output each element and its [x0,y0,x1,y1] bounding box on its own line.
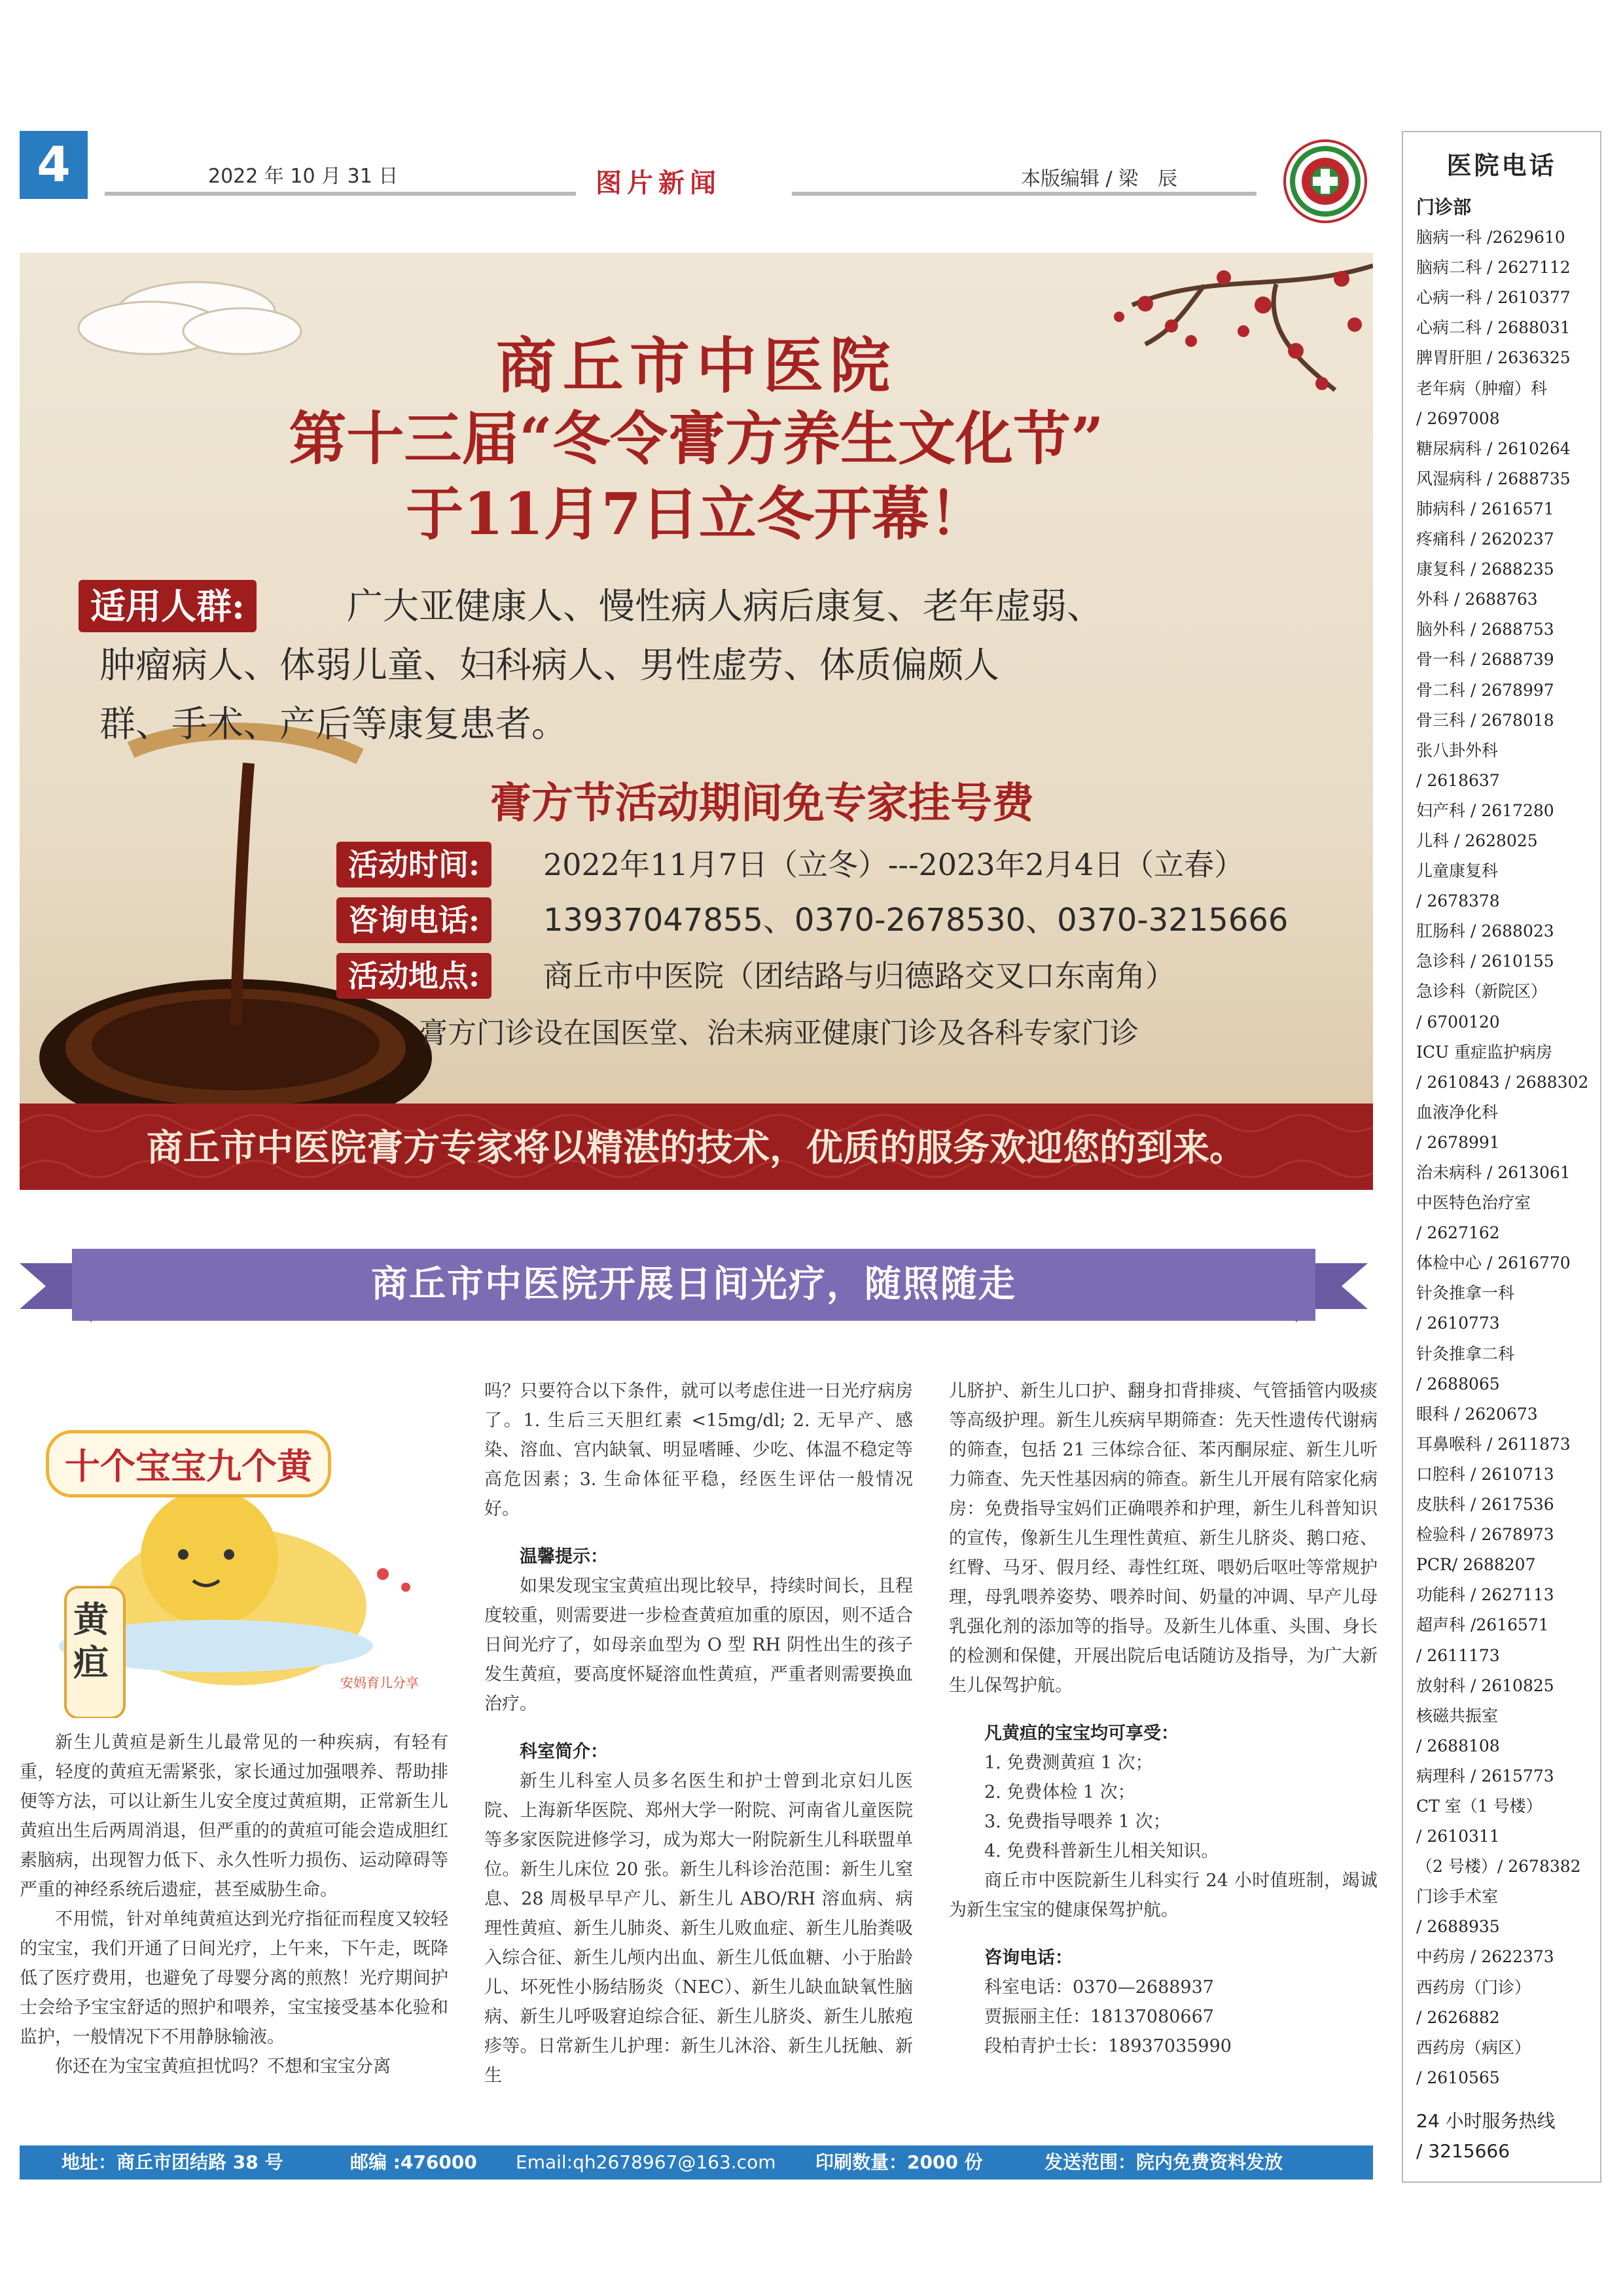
sidebar-phone-entry: / 2611173 [1416,1645,1500,1665]
sidebar-hotline [1416,2106,1599,2166]
sidebar-phone-entry: 心病二科 / 2688031 [1416,318,1571,338]
phone-label: 咨询电话: [336,897,491,943]
sidebar-phone-entry: / 2626882 [1416,2007,1500,2027]
sidebar-phone-entry: 风湿病科 / 2688735 [1416,469,1571,488]
sidebar-phone-entry: PCR/ 2688207 [1416,1555,1536,1575]
page-number: 4 [20,131,88,199]
header-rule-right [792,192,1257,196]
sidebar-phone-entry: 骨一科 / 2688739 [1416,650,1554,670]
sidebar-phone-entry: 脑病二科 / 2627112 [1416,258,1571,278]
sidebar-phone-entry: 西药房（门诊） [1416,1977,1531,1997]
sidebar-phone-entry: 外科 / 2688763 [1416,590,1538,609]
sidebar-phone-entry: 脑外科 / 2688753 [1416,620,1554,639]
sidebar-phone-entry: 中药房 / 2622373 [1416,1947,1554,1967]
sidebar-phone-entry: 口腔科 / 2610713 [1416,1464,1554,1484]
hotline-label: 24 小时服务热线 [1416,2110,1556,2132]
sidebar-phone-entry: 放射科 / 2610825 [1416,1676,1554,1695]
sidebar-phone-entry: 门诊手术室 [1416,1887,1499,1907]
audience-line-3: 群、手术、产后等康复患者。 [99,703,568,745]
sidebar-phone-entry: / 2688108 [1416,1736,1500,1755]
col3-paragraph-2: 商丘市中医院新生儿科实行 24 小时值班制，竭诚为新生宝宝的健康保驾护航。 [949,1871,1378,1920]
sidebar-phone-entry: / 2688065 [1416,1374,1500,1393]
sidebar-phone-entry: （2 号楼）/ 2678382 [1416,1857,1581,1876]
sidebar-phone-entry: 骨二科 / 2678997 [1416,680,1554,700]
sidebar-phone-entry: 皮肤科 / 2617536 [1416,1495,1554,1515]
sidebar-phone-entry: / 2678378 [1416,891,1500,911]
sidebar-phone-entry: / 2610565 [1416,2068,1500,2087]
sidebar-phone-entry: 康复科 / 2688235 [1416,560,1554,579]
sidebar-phone-entry: 急诊科（新院区） [1416,982,1548,1001]
illustration-credit: 安妈育儿分享 [340,1675,419,1691]
section-title: 图片新闻 [596,168,721,198]
audience-line-2: 肿瘤病人、体弱儿童、妇科病人、男性虚劳、体质偏颇人 [99,644,1000,686]
free-registration-notice: 膏方节活动期间免专家挂号费 [490,779,1034,828]
contact-heading: 咨询电话： [984,1948,1073,1968]
sidebar-phone-entry: 治未病科 / 2613061 [1416,1163,1571,1182]
sidebar-phone-entry: 脑病一科 /2629610 [1416,228,1565,247]
sidebar-phone-entry: 针灸推拿一科 [1416,1283,1515,1303]
sidebar-phone-entry: / 2610311 [1416,1827,1500,1846]
sidebar-phone-entry: 西药房（病区） [1416,2037,1531,2057]
sidebar-phone-entry: 中医特色治疗室 [1416,1193,1531,1213]
tips-paragraph: 如果发现宝宝黄疸出现比较早，持续时间长，且程度较重，则需要进一步检查黄疸加重的原因，则不适合日间光疗了，如母亲血型为 O 型 RH 阴性出生的孩子发生黄疸，要高度怀疑溶血性黄疸，严重者则需要换血治疗。 [484,1576,913,1714]
sidebar-phone-entry: 骨三科 / 2678018 [1416,710,1554,730]
col1-paragraph-2: 不用慌，针对单纯黄疸达到光疗指征而程度又较轻的宝宝，我们开通了日间光疗，上午来，下午走，既降低了医疗费用，也避免了母婴分离的煎熬！光疗期间护士会给予宝宝舒适的照护和喂养，宝宝接受基本化验和监护，一般情况下不用静脉输液。 [20,1909,448,2047]
sidebar-phone-entry: / 2627162 [1416,1223,1500,1243]
sidebar-phone-entry: 急诊科 / 2610155 [1416,952,1554,971]
hospital-logo-icon [1283,139,1368,224]
sidebar-phone-entry: / 6700120 [1416,1012,1500,1031]
sidebar-phone-entry: 核磁共振室 [1416,1706,1499,1725]
sidebar-phone-entry: 体检中心 / 2616770 [1416,1253,1571,1273]
sidebar-phone-entry: / 2610773 [1416,1314,1500,1333]
sidebar-phone-entry: 针灸推拿二科 [1416,1344,1515,1363]
footer-distribution: 发送范围：院内免费资料发放 [1044,2151,1283,2173]
benefit-item: 4. 免费科普新生儿相关知识。 [984,1841,1219,1861]
phone-value: 13937047855、0370-2678530、0370-3215666 [543,902,1289,939]
article-column-2 [484,1376,913,2090]
benefits-heading: 凡黄疸的宝宝均可享受： [984,1723,1179,1744]
benefit-item: 1. 免费测黄疸 1 次； [984,1753,1153,1773]
sidebar-phone-entry: 张八卦外科 [1416,740,1499,760]
sidebar-phone-entry: 功能科 / 2627113 [1416,1585,1554,1605]
illustration-jaundice-label: 黄疸 [73,1598,109,1683]
sidebar-section-heading: 门诊部 [1416,196,1472,218]
sidebar-phone-entry: ICU 重症监护病房 [1416,1042,1553,1062]
benefit-item: 3. 免费指导喂养 1 次； [984,1812,1171,1832]
contact-item: 段柏青护士长：18937035990 [984,2036,1232,2056]
article-column-3 [949,1376,1378,2061]
jaundice-illustration [20,1391,438,1718]
sidebar-phone-entry: / 2688935 [1416,1917,1500,1937]
footer-address: 地址：商丘市团结路 38 号 [62,2151,283,2173]
sidebar-phone-entry: 耳鼻喉科 / 2611873 [1416,1434,1571,1454]
sidebar-title: 医院电话 [1446,151,1557,180]
sidebar-phone-entry: 心病一科 / 2610377 [1416,288,1571,308]
footer-bar [20,2145,1373,2179]
sidebar-phone-entry: / 2678991 [1416,1132,1500,1152]
footer-email: Email:qh2678967@163.com [516,2151,776,2173]
contact-item: 贾振丽主任：18137080667 [984,2007,1214,2027]
sidebar-phone-entry: 眼科 / 2620673 [1416,1404,1538,1424]
time-label: 活动时间: [336,842,491,888]
sidebar-phone-entry: 脾胃肝胆 / 2636325 [1416,348,1571,368]
festival-poster [20,253,1373,1190]
audience-label: 适用人群: [79,580,257,632]
place-label: 活动地点: [336,953,491,999]
sidebar-phone-entry: 儿童康复科 [1416,861,1499,881]
footer-postcode: 邮编 :476000 [350,2151,477,2173]
issue-date: 2022 年 10 月 31 日 [208,165,399,188]
contact-item: 科室电话：0370—2688937 [984,1977,1214,1998]
article-title: 商丘市中医院开展日间光疗，随照随走 [371,1263,1016,1306]
poster-opening-date: 于11月7日立冬开幕！ [406,480,987,548]
footer-print-count: 印刷数量：2000 份 [815,2151,983,2173]
sidebar-phone-entry: 超声科 /2616571 [1416,1615,1549,1635]
sidebar-phone-entry: 糖尿病科 / 2610264 [1416,439,1571,458]
sidebar-phone-list [1416,192,1599,2093]
poster-hospital-name: 商丘市中医院 [495,331,897,401]
sidebar-phone-entry: / 2610843 / 2688302 [1416,1072,1589,1092]
benefit-item: 2. 免费体检 1 次； [984,1782,1135,1803]
illustration-caption: 十个宝宝九个黄 [46,1430,331,1498]
tips-heading: 温馨提示： [520,1547,608,1567]
sidebar-phone-entry: 肺病科 / 2616571 [1416,499,1554,518]
sidebar-phone-entry: 检验科 / 2678973 [1416,1525,1554,1545]
poster-slogan: 商丘市中医院膏方专家将以精湛的技术，优质的服务欢迎您的到来。 [147,1126,1246,1170]
sidebar-phone-entry: 儿科 / 2628025 [1416,831,1538,850]
time-value: 2022年11月7日（立冬）---2023年2月4日（立春） [543,847,1245,882]
col1-paragraph-1: 新生儿黄疸是新生儿最常见的一种疾病，有轻有重，轻度的黄疸无需紧张，家长通过加强喂养、帮助排便等方法，可以让新生儿安全度过黄疸期，正常新生儿黄疸出生后两周消退，但严重的的黄疸可能会造成胆红素脑病，出现智力低下、永久性听力损伤、运动障碍等严重的神经系统后遗症，甚至威胁生命。 [20,1732,448,1900]
col2-paragraph-1: 吗？只要符合以下条件，就可以考虑住进一日光疗病房了。1. 生后三天胆红素 <15mg/dl; 2. 无早产、感染、溶血、宫内缺氧、明显嗜睡、少吃、体温不稳定等高危因素；3. 生命体征平稳，经医生评估一般情况好。 [484,1381,913,1519]
article-column-1 [20,1728,448,2081]
sidebar-phone-entry: 疼痛科 / 2620237 [1416,529,1554,549]
sidebar-phone-entry: / 2618637 [1416,770,1500,790]
sidebar-phone-entry: 病理科 / 2615773 [1416,1766,1554,1785]
department-paragraph: 新生儿科室人员多名医生和护士曾到北京妇儿医院、上海新华医院、郑州大学一附院、河南省儿童医院等多家医院进修学习，成为郑大一附院新生儿科联盟单位。新生儿床位 20 张。新生儿科诊治范围：新生儿窒息、28 周极早早产儿、新生儿 ABO/RH 溶血病、病理性黄疸、新生儿肺炎、新生儿败血症、新生儿胎粪吸入综合征、新生儿颅内出血、新生儿低血糖、小于胎龄儿、坏死性小肠结肠炎（NEC）、新生儿缺血缺氧性脑病、新生儿呼吸窘迫综合征、新生儿脐炎、新生儿脓疱疹等。日常新生儿护理：新生儿沐浴、新生儿抚触、新生 [484,1771,913,2086]
sidebar-phone-entry: CT 室（1 号楼） [1416,1796,1543,1816]
col3-paragraph-1: 儿脐护、新生儿口护、翻身扣背排痰、气管插管内吸痰等高级护理。新生儿疾病早期筛查：先天性遗传代谢病的筛查，包括 21 三体综合征、苯丙酮尿症、新生儿听力筛查、先天性基因病的筛查。新生儿开展有陪家化病房：免费指导宝妈们正确喂养和护理，新生儿科普知识的宣传，像新生儿生理性黄疸、新生儿脐炎、鹅口疮、红臀、马牙、假月经、毒性红斑、喂奶后呕吐等常规护理，母乳喂养姿势、喂养时间、奶量的冲调、早产儿母乳强化剂的添加等的指导。及新生儿体重、头围、身长的检测和保健，开展出院后电话随访及指导，为广大新生儿保驾护航。 [949,1381,1378,1696]
editor-credit: 本版编辑 / 梁 辰 [1021,168,1178,190]
hotline-number: / 3215666 [1416,2140,1510,2162]
clinic-note: 膏方门诊设在国医堂、治未病亚健康门诊及各科专家门诊 [419,1016,1139,1050]
sidebar-phone-entry: 老年病（肿瘤）科 [1416,378,1548,398]
sidebar-phone-entry: 妇产科 / 2617280 [1416,800,1554,820]
header-rule-left [105,192,576,196]
poster-festival-title: 第十三届“冬令膏方养生文化节” [289,404,1104,473]
sidebar-phone-entry: / 2697008 [1416,408,1500,428]
place-value: 商丘市中医院（团结路与归德路交叉口东南角） [543,958,1175,994]
audience-line-1: 广大亚健康人、慢性病人病后康复、老年虚弱、 [347,585,1103,627]
sidebar-phone-entry: 肛肠科 / 2688023 [1416,922,1554,941]
col1-paragraph-3: 你还在为宝宝黄疸担忧吗？不想和宝宝分离 [55,2056,391,2077]
sidebar-phone-entry: 血液净化科 [1416,1102,1499,1122]
department-heading: 科室简介： [520,1742,608,1762]
